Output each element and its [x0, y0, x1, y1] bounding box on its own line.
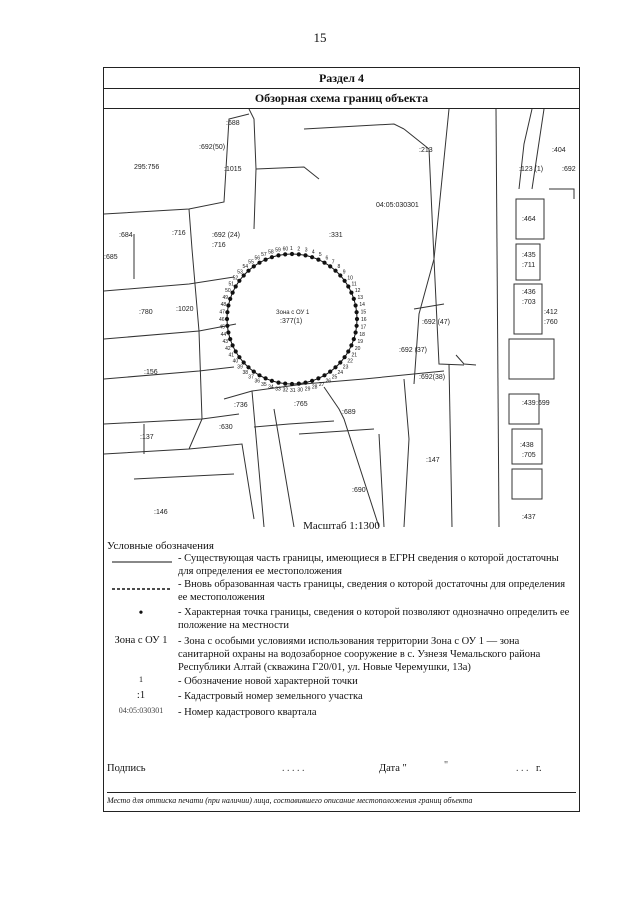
new-point-symbol: 1 [139, 675, 143, 684]
parcel-label: :404 [552, 147, 566, 154]
boundary-point-number: 20 [354, 345, 361, 352]
boundary-point-number: 14 [359, 302, 365, 309]
legend-item-boundary-point: - Характерная точка границы, сведения о которой позволяют однозначно определить ее положение на местности [178, 607, 570, 631]
page-number: 15 [313, 30, 327, 45]
boundary-point [225, 317, 229, 321]
parcel-label: :435 [522, 252, 536, 259]
boundary-point-number: 4 [311, 249, 315, 256]
parcel-label: :412 [544, 309, 558, 316]
boundary-point [343, 279, 347, 283]
signature-blank: . . . . . [282, 763, 305, 774]
boundary-point [338, 273, 342, 277]
boundary-point-number: 56 [254, 255, 261, 262]
boundary-point-number: 58 [268, 249, 274, 256]
boundary-point-number: 16 [361, 317, 367, 323]
parcel-label: :137 [140, 434, 154, 441]
boundary-point-number: 52 [232, 275, 239, 282]
boundary-point-number: 59 [275, 247, 281, 254]
overview-map [104, 109, 579, 527]
existing-boundary-line-icon [112, 559, 172, 565]
boundary-point [283, 252, 287, 256]
boundary-point [352, 297, 356, 301]
boundary-point [276, 381, 280, 385]
signature-label: Подпись [107, 763, 146, 774]
parcel-number-symbol: :1 [136, 690, 146, 701]
parcel-label: :684 [119, 232, 133, 239]
boundary-point [333, 365, 337, 369]
parcel-label: 04:05:030301 [376, 202, 419, 209]
boundary-point-number: 50 [225, 288, 231, 295]
boundary-point-number: 26 [325, 378, 332, 385]
boundary-point-number: 42 [225, 345, 231, 352]
boundary-point [226, 303, 230, 307]
parcel-label: :436 [522, 289, 536, 296]
section-subtitle: Обзорная схема границ объекта [104, 88, 579, 109]
boundary-point-number: 41 [228, 352, 235, 359]
boundary-point-number: 43 [222, 338, 229, 345]
boundary-point [352, 337, 356, 341]
boundary-point [290, 382, 294, 386]
parcel-label: :692 (24) [212, 232, 241, 239]
boundary-point-number: 2 [297, 246, 301, 253]
zone-map-label: Зона с ОУ 1 [276, 310, 310, 316]
parcel-label: :705 [522, 452, 536, 459]
boundary-point [354, 330, 358, 334]
legend-item-new-point: - Обозначение новой характерной точки [178, 676, 358, 687]
parcel-label: :688 [226, 120, 240, 127]
boundary-point [234, 349, 238, 353]
parcel-label: :736 [234, 402, 248, 409]
boundary-point-number: 9 [342, 269, 346, 276]
boundary-point-number: 22 [347, 358, 353, 365]
boundary-point [316, 376, 320, 380]
boundary-point [225, 310, 229, 314]
boundary-point-number: 54 [242, 264, 249, 271]
boundary-point [264, 258, 268, 262]
parcel-label: :123 (1) [519, 166, 544, 173]
boundary-point-number: 17 [360, 324, 367, 331]
boundary-point [231, 291, 235, 295]
parcel-label: :1020 [176, 306, 194, 313]
boundary-point [328, 370, 332, 374]
scale-label: Масштаб 1:1300 [303, 520, 380, 532]
zone-map-parcel: :377(1) [280, 318, 303, 325]
boundary-point-number: 35 [261, 381, 267, 388]
boundary-point [226, 330, 230, 334]
document-frame [103, 67, 580, 812]
legend-item-new-boundary: - Вновь образованная часть границы, сведения о которой достаточны для определения ее местоположения [178, 579, 566, 603]
parcel-label: :439 [522, 400, 536, 407]
boundary-point-number: 21 [351, 352, 358, 359]
boundary-point [228, 337, 232, 341]
boundary-point-number: 57 [261, 252, 267, 259]
boundary-point [338, 360, 342, 364]
boundary-point-number: 30 [297, 387, 303, 394]
boundary-point [264, 376, 268, 380]
legend-item-existing-boundary: - Существующая часть границы, имеющиеся в ЕГРН сведения о которой достаточны для определения ее местоположения [178, 553, 559, 577]
boundary-point [355, 310, 359, 314]
boundary-point [343, 355, 347, 359]
boundary-point [290, 252, 294, 256]
parcel-label: :146 [154, 509, 168, 516]
boundary-point-number: 60 [282, 246, 289, 253]
parcel-label: :765 [294, 401, 308, 408]
date-label: Дата " [379, 763, 407, 774]
boundary-point [297, 382, 301, 386]
boundary-point-number: 15 [360, 309, 367, 316]
boundary-point [303, 381, 307, 385]
parcel-label: :630 [219, 424, 233, 431]
parcel-label: 295:756 [134, 164, 160, 171]
boundary-point [316, 258, 320, 262]
boundary-point-number: 40 [232, 358, 239, 365]
boundary-point-number: 38 [242, 369, 249, 376]
boundary-point [346, 349, 350, 353]
boundary-point-number: 19 [357, 338, 364, 345]
boundary-point-number: 18 [359, 331, 365, 338]
parcel-label: :692 (37) [399, 347, 428, 354]
parcel-label: :692(50) [199, 144, 226, 151]
boundary-point [349, 343, 353, 347]
parcel-label: :464 [522, 216, 536, 223]
boundary-point-number: 45 [219, 324, 225, 331]
legend-item-quarter-number: - Номер кадастрового квартала [178, 707, 317, 718]
parcel-label: :711 [522, 262, 536, 269]
quarter-number-symbol: 04:05:030301 [118, 706, 164, 715]
zone-boundary [219, 246, 367, 394]
boundary-point [283, 382, 287, 386]
boundary-point [354, 303, 358, 307]
boundary-point-number: 31 [290, 388, 296, 394]
parcel-label: :716 [212, 242, 226, 249]
legend-item-parcel-number: - Кадастровый номер земельного участка [178, 691, 363, 702]
boundary-point-number: 7 [331, 259, 335, 266]
parcel-label: :703 [522, 299, 536, 306]
boundary-point [257, 373, 261, 377]
parcel-label: :685 [104, 254, 118, 261]
boundary-point-number: 53 [237, 269, 243, 276]
boundary-point-number: 23 [342, 364, 349, 371]
boundary-point-number: 46 [219, 317, 225, 323]
boundary-point-number: 33 [275, 386, 281, 393]
boundary-point-number: 8 [337, 264, 341, 271]
boundary-point [346, 284, 350, 288]
boundary-point-number: 24 [337, 369, 344, 376]
parcel-label: :331 [329, 232, 343, 239]
boundary-point-number: 28 [311, 384, 318, 391]
boundary-point-number: 39 [237, 364, 243, 371]
boundary-point [276, 253, 280, 257]
boundary-point-number: 29 [304, 386, 311, 393]
boundary-point-number: 25 [331, 374, 338, 381]
boundary-point [225, 324, 229, 328]
boundary-point-number: 1 [290, 246, 293, 252]
parcel-label: :692 [562, 166, 576, 173]
date-quote: " [444, 760, 449, 771]
boundary-point-number: 27 [318, 381, 325, 388]
boundary-point-number: 5 [318, 252, 322, 259]
boundary-point [252, 370, 256, 374]
parcel-label: :692(38) [419, 374, 446, 381]
boundary-point-number: 10 [347, 275, 353, 282]
boundary-point-number: 36 [254, 378, 261, 385]
boundary-point-number: 51 [228, 281, 235, 288]
boundary-point-number: 37 [248, 374, 254, 381]
boundary-point-number: 44 [220, 331, 227, 338]
legend-item-zone: - Зона с особыми условиями использования территории Зона с ОУ 1 — зона санитарной охраны на водозаборное сооружение в с. Узнезя Чемальского района Республики Алтай (скважина Г20/01, ул. Новые Черемушки, 13а) [178, 636, 541, 673]
parcel-label: :147 [426, 457, 440, 464]
boundary-point [234, 284, 238, 288]
boundary-point [310, 379, 314, 383]
boundary-point-number: 3 [304, 247, 308, 254]
parcel-label: :1015 [224, 166, 242, 173]
boundary-point [303, 253, 307, 257]
boundary-point [297, 252, 301, 256]
map-drawing [104, 109, 579, 527]
boundary-point-number: 13 [357, 295, 364, 302]
parcel-label: :699 [536, 400, 550, 407]
boundary-point-number: 47 [219, 309, 225, 316]
boundary-point-number: 49 [222, 295, 229, 302]
section-title: Раздел 4 [104, 68, 579, 89]
boundary-point-number: 48 [220, 302, 227, 309]
boundary-point-number: 34 [268, 384, 274, 391]
zone-symbol: Зона с ОУ 1 [114, 635, 168, 646]
parcel-label: :213 [419, 147, 433, 154]
date-blank: . . . [516, 763, 529, 774]
footer-note: Место для оттиска печати (при наличии) лица, составившего описание местоположения границ объекта [107, 792, 576, 805]
boundary-point [349, 291, 353, 295]
boundary-point [228, 297, 232, 301]
new-boundary-line-icon [112, 586, 172, 592]
legend-title: Условные обозначения [107, 540, 214, 552]
parcel-label: :760 [544, 319, 558, 326]
boundary-point-number: 55 [248, 259, 254, 266]
boundary-point [310, 255, 314, 259]
boundary-point-number: 11 [351, 281, 357, 288]
parcel-label: :689 [342, 409, 356, 416]
parcel-label: :690 [352, 487, 366, 494]
boundary-point [322, 373, 326, 377]
boundary-point [270, 255, 274, 259]
boundary-point [270, 379, 274, 383]
boundary-point-number: 6 [325, 255, 329, 262]
parcel-label: :692 (47) [422, 319, 451, 326]
parcel-label: :780 [139, 309, 153, 316]
boundary-point [355, 324, 359, 328]
parcel-label: :716 [172, 230, 186, 237]
parcel-label: :437 [522, 514, 536, 521]
parcel-label: :156 [144, 369, 158, 376]
date-year-suffix: г. [536, 763, 542, 774]
boundary-point-number: 32 [282, 387, 289, 394]
boundary-point [246, 365, 250, 369]
boundary-point [355, 317, 359, 321]
boundary-point [231, 343, 235, 347]
parcel-label: :438 [520, 442, 534, 449]
boundary-point-icon: • [138, 606, 144, 621]
boundary-point-number: 12 [354, 288, 361, 295]
